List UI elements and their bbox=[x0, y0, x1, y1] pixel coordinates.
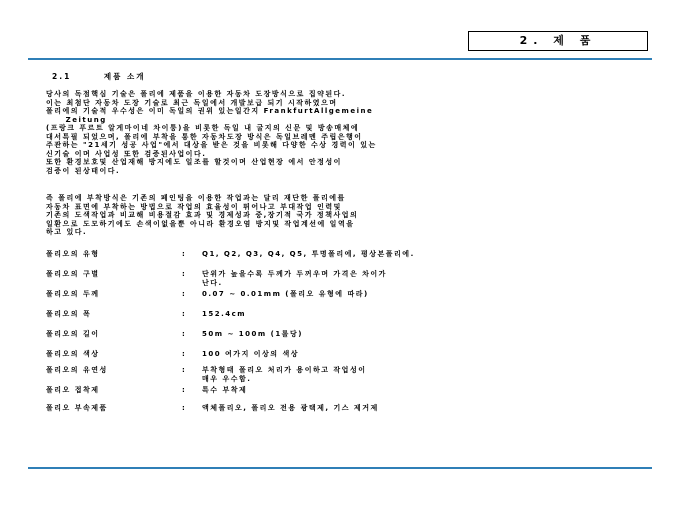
section-heading bbox=[52, 71, 146, 82]
intro-paragraph-2: 즉 폴리에 부착방식은 기존의 페인팅을 이용한 작업과는 달리 재단한 폴리에를 자동차 표면에 부착하는 방법으로 작업의 효율성이 뛰어나고 부대작업 인력및 기존의 도색작업과 비교해 비용절감 효과 및 경제성과 중,장기적 국가 정책사업의 일환으로 도모하기에도 손색이없을뿐 아니라 환경오염 방지및 작업계선에 일역을 하고 있다. bbox=[46, 194, 359, 236]
spec-value: 부착형태 폴리오 처리가 용이하고 작업성이 매우 우수함. bbox=[202, 366, 367, 383]
spec-label: 폴리오의 유연성 bbox=[46, 366, 108, 374]
spec-value: 액체폴리오, 폴리오 전용 광택제, 기스 제거제 bbox=[202, 404, 379, 412]
spec-label: 폴리오 접착제 bbox=[46, 386, 100, 394]
spec-label: 폴리오의 유형 bbox=[46, 250, 100, 258]
spec-value: Q1, Q2, Q3, Q4, Q5, 투명폴리에, 평상본폴리에. bbox=[202, 250, 415, 258]
intro-paragraph-1: 당사의 독점핵심 기술은 폴리에 제품을 이용한 자동차 도장방식으로 집약된다. 이는 최첨단 자동차 도장 기술로 최근 독일에서 개발보급 되기 시작하였으며 폴리에의 기술적 우수성은 이미 독일의 권위 있는일간지 FrankfurtAllgemeine Zeitung (프랑크 푸르트 알게마이네 차이퉁)을 비롯한 독일 내 굴지의 신문 및 방송매체에 대서특필 되었으며, 폴리에 부착을 통한 자동차도장 방식은 독일브레멘 주립은행이 주관하는 "21세기 성공 사업"에서 대상을 받은 것을 비롯해 다양한 수상 경력이 있는 신기술 이며 사업성 또한 검증된사업이다. 또한 환경보호및 산업재해 방지에도 일조를 할것이며 산업현장 에서 안정성이 검증이 된상태이다. bbox=[46, 90, 377, 175]
spec-label: 폴리오의 두께 bbox=[46, 290, 100, 298]
spec-label: 폴리오의 길이 bbox=[46, 330, 100, 338]
top-divider bbox=[28, 58, 652, 60]
spec-label: 폴리오의 구별 bbox=[46, 270, 100, 278]
spec-value: 0.07 ~ 0.01mm (폴리오 유형에 따라) bbox=[202, 290, 369, 298]
spec-value: 특수 부착제 bbox=[202, 386, 248, 394]
spec-value: 100 여가지 이상의 색상 bbox=[202, 350, 300, 358]
spec-label: 폴리오의 폭 bbox=[46, 310, 92, 318]
spec-value: 단위가 높을수록 두께가 두꺼우며 가격은 차이가 난다. bbox=[202, 270, 387, 287]
spec-label: 폴리오의 색상 bbox=[46, 350, 100, 358]
page-title: 2. 제 품 bbox=[468, 31, 648, 51]
spec-value: 152.4cm bbox=[202, 310, 247, 318]
spec-value: 50m ~ 100m (1롤당) bbox=[202, 330, 303, 338]
spec-label: 폴리오 부속제품 bbox=[46, 404, 108, 412]
section-number: 2.1 bbox=[52, 72, 72, 81]
bottom-divider bbox=[28, 467, 652, 469]
section-title: 제품 소개 bbox=[103, 72, 146, 81]
